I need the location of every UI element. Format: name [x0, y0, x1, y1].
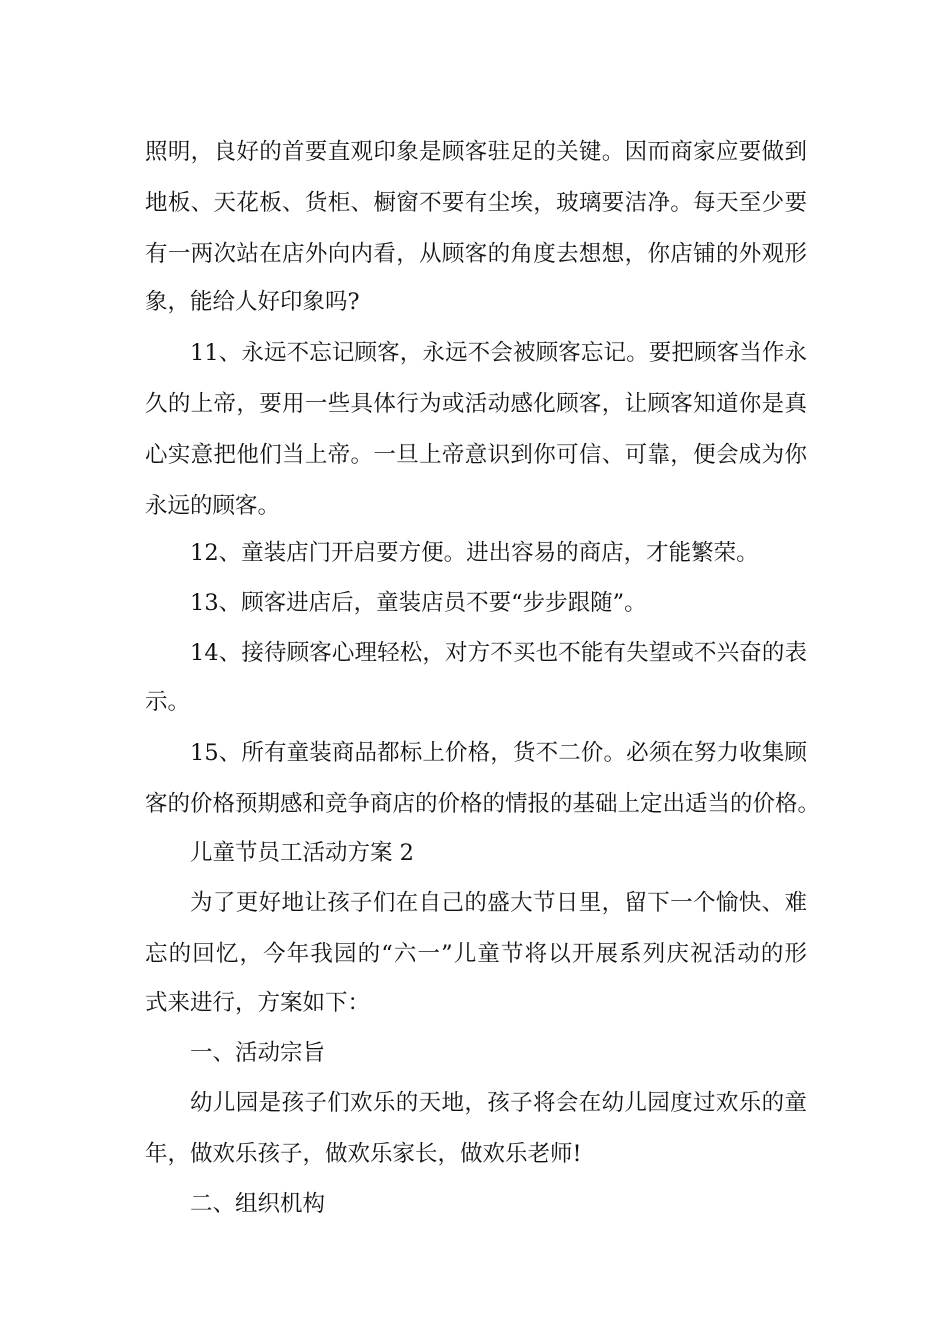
text-line: 象，能给人好印象吗?	[145, 289, 360, 315]
text-line: 久的上帝，要用一些具体行为或活动感化顾客，让顾客知道你是真	[145, 391, 807, 417]
paragraph-15-line: 15、所有童装商品都标上价格，货不二价。必须在努力收集顾	[190, 740, 807, 766]
paragraph-13-line: 13、顾客进店后，童装店员不要“步步跟随”。	[190, 590, 647, 616]
text-line: 永远的顾客。	[145, 493, 281, 519]
intro-paragraph-line: 为了更好地让孩子们在自己的盛大节日里，留下一个愉快、难	[190, 890, 807, 916]
purpose-paragraph-line: 幼儿园是孩子们欢乐的天地，孩子将会在幼儿园度过欢乐的童	[190, 1090, 807, 1116]
text-line: 地板、天花板、货柜、橱窗不要有尘埃，玻璃要洁净。每天至少要	[145, 190, 807, 216]
heading-activity-purpose: 一、活动宗旨	[190, 1040, 326, 1066]
paragraph-14-line: 14、接待顾客心理轻松，对方不买也不能有失望或不兴奋的表	[190, 640, 807, 666]
text-line: 年，做欢乐孩子，做欢乐家长，做欢乐老师!	[145, 1141, 582, 1167]
text-line: 式来进行，方案如下：	[145, 990, 371, 1016]
section-title: 儿童节员工活动方案 2	[190, 840, 414, 866]
text-line: 客的价格预期感和竞争商店的价格的情报的基础上定出适当的价格。	[145, 791, 821, 817]
text-line: 忘的回忆，今年我园的“六一”儿童节将以开展系列庆祝活动的形	[145, 941, 807, 967]
text-line: 示。	[145, 689, 191, 715]
paragraph-11-line: 11、永远不忘记顾客，永远不会被顾客忘记。要把顾客当作永	[190, 340, 807, 366]
text-line: 有一两次站在店外向内看，从顾客的角度去想想，你店铺的外观形	[145, 241, 807, 267]
paragraph-12-line: 12、童装店门开启要方便。进出容易的商店，才能繁荣。	[190, 540, 759, 566]
text-line: 心实意把他们当上帝。一旦上帝意识到你可信、可靠，便会成为你	[145, 442, 807, 468]
heading-organization: 二、组织机构	[190, 1191, 326, 1217]
text-line: 照明，良好的首要直观印象是顾客驻足的关键。因而商家应要做到	[145, 139, 807, 165]
